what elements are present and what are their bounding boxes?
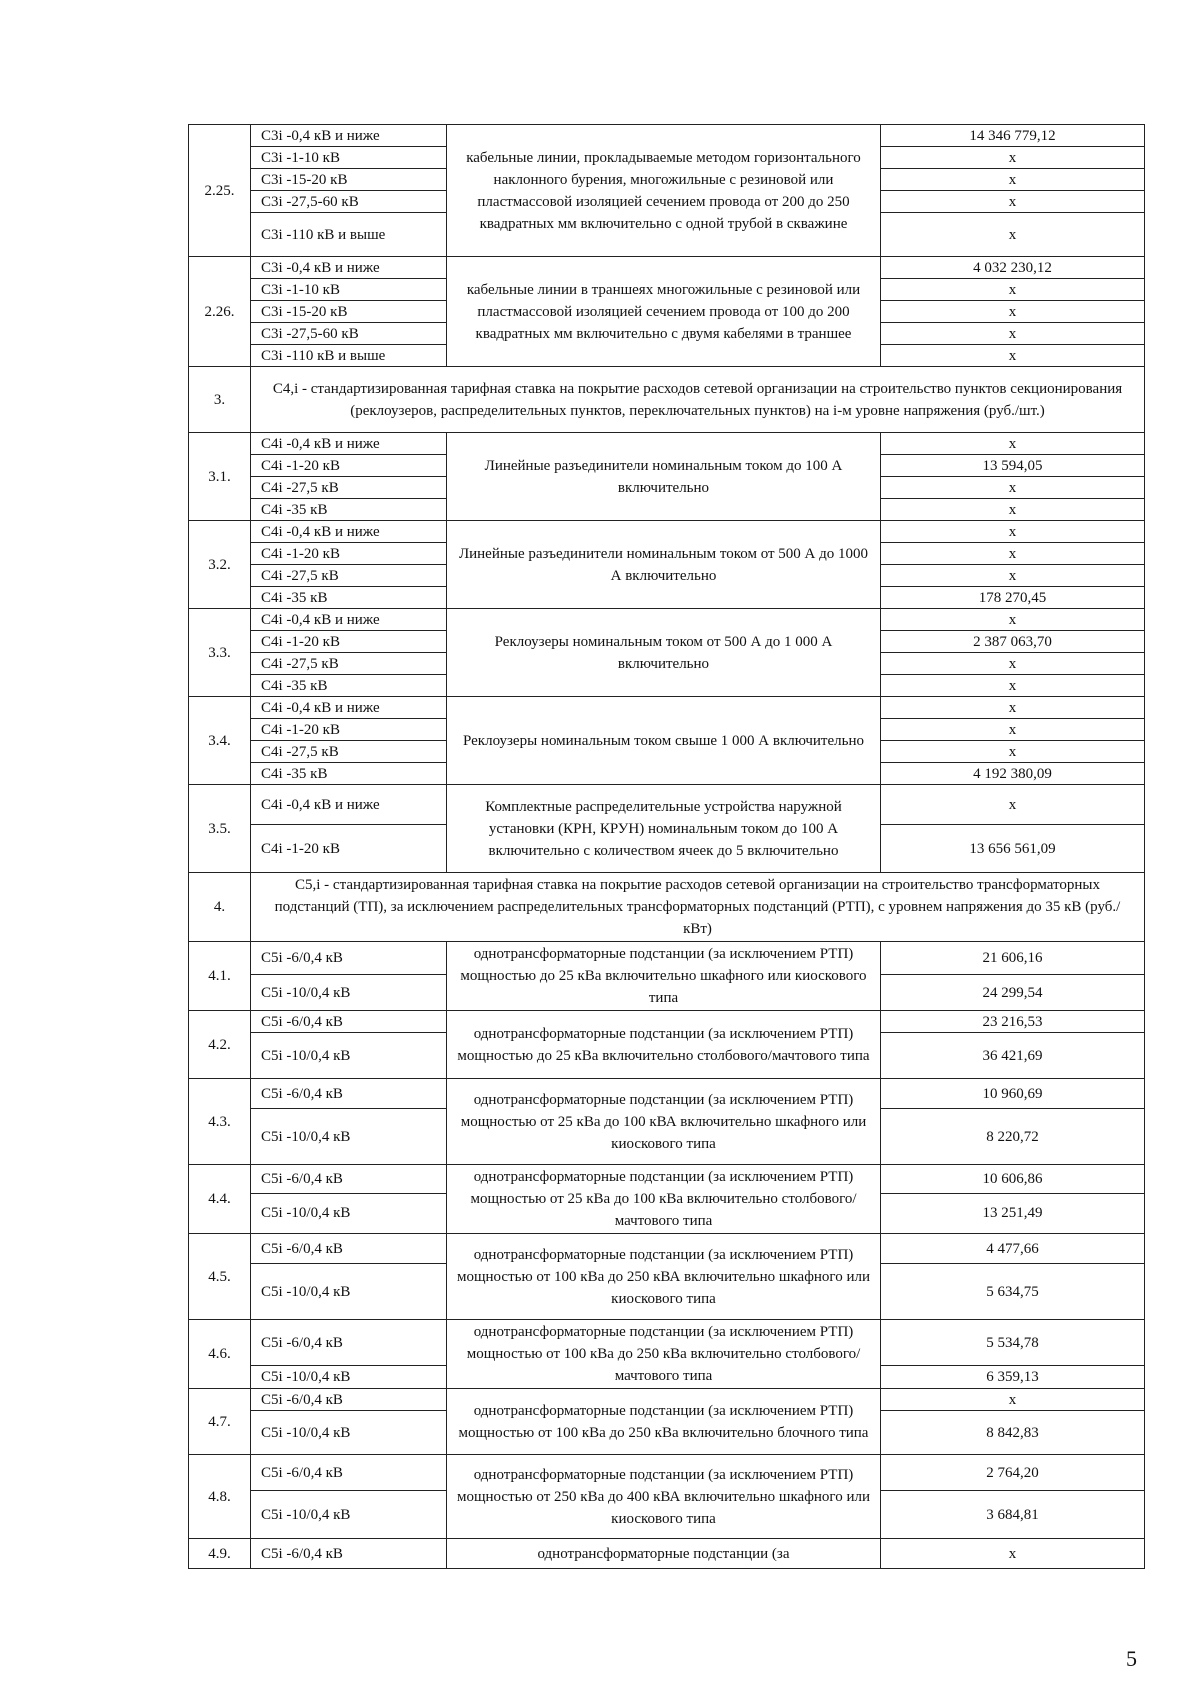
rate-code: C5i -6/0,4 кВ [251,1011,447,1033]
rate-value: x [881,323,1145,345]
rate-value: x [881,543,1145,565]
rate-code: C3i -1-10 кВ [251,279,447,301]
rate-value: 2 387 063,70 [881,631,1145,653]
rate-value: x [881,301,1145,323]
rate-value: x [881,477,1145,499]
row-description: однотрансформаторные подстанции (за исключением РТП) мощностью от 25 кВа до 100 кВА включительно шкафного или киоскового типа [447,1079,881,1165]
row-description: Линейные разъединители номинальным током от 500 А до 1000 А включительно [447,521,881,609]
rate-code: C4i -27,5 кВ [251,653,447,675]
rate-code: C3i -1-10 кВ [251,147,447,169]
rate-code: C4i -1-20 кВ [251,825,447,873]
rate-value: 23 216,53 [881,1011,1145,1033]
rate-value: 24 299,54 [881,975,1145,1011]
rate-code: C4i -0,4 кВ и ниже [251,785,447,825]
rate-value: x [881,609,1145,631]
table-row [189,1389,1145,1411]
row-number: 4.9. [189,1539,251,1569]
table-row [189,257,1145,279]
rate-code: C5i -10/0,4 кВ [251,1193,447,1233]
row-number: 3.4. [189,697,251,785]
rate-value: 6 359,13 [881,1366,1145,1389]
rate-value: x [881,675,1145,697]
row-description: однотрансформаторные подстанции (за исключением РТП) мощностью от 100 кВа до 250 кВА включительно шкафного или киоскового типа [447,1234,881,1320]
rate-value: 10 960,69 [881,1079,1145,1109]
section-header-text: C4,i - стандартизированная тарифная ставка на покрытие расходов сетевой организации на строительство пунктов секционирования (реклоузеров, распределительных пунктов, переключательных пунктов) на i-м уровне напряжения (руб./шт.) [251,367,1145,433]
rate-value: x [881,213,1145,257]
rate-code: C4i -27,5 кВ [251,477,447,499]
rate-value: x [881,1539,1145,1569]
row-description: кабельные линии в траншеях многожильные с резиновой или пластмассовой изоляцией сечением провода от 100 до 200 квадратных мм включительно с двумя кабелями в траншее [447,257,881,367]
row-number: 4.6. [189,1320,251,1389]
rate-value: 21 606,16 [881,942,1145,975]
rate-value: 178 270,45 [881,587,1145,609]
rate-code: C4i -1-20 кВ [251,719,447,741]
table-row [189,521,1145,543]
rate-code: C3i -0,4 кВ и ниже [251,257,447,279]
table-row [189,697,1145,719]
row-description: однотрансформаторные подстанции (за исключением РТП) мощностью от 100 кВа до 250 кВа включительно столбового/мачтового типа [447,1320,881,1389]
row-description: однотрансформаторные подстанции (за исключением РТП) мощностью до 25 кВа включительно столбового/мачтового типа [447,1011,881,1079]
rate-code: C4i -1-20 кВ [251,543,447,565]
tariff-table-body [189,125,1145,1569]
row-number: 4.7. [189,1389,251,1455]
rate-code: C5i -10/0,4 кВ [251,1109,447,1165]
rate-code: C5i -10/0,4 кВ [251,1264,447,1320]
rate-code: C4i -27,5 кВ [251,741,447,763]
rate-value: 14 346 779,12 [881,125,1145,147]
rate-code: C5i -10/0,4 кВ [251,975,447,1011]
rate-code: C4i -0,4 кВ и ниже [251,609,447,631]
rate-value: x [881,697,1145,719]
rate-value: x [881,345,1145,367]
rate-value: x [881,741,1145,763]
row-description: Комплектные распределительные устройства наружной установки (КРН, КРУН) номинальным током до 100 А включительно с количеством ячеек до 5 включительно [447,785,881,873]
row-description: однотрансформаторные подстанции (за исключением РТП) мощностью от 25 кВа до 100 кВа включительно столбового/мачтового типа [447,1165,881,1234]
table-row [189,1539,1145,1569]
rate-value: 4 477,66 [881,1234,1145,1264]
tariff-table [188,124,1145,1569]
rate-code: C4i -35 кВ [251,499,447,521]
rate-value: 13 656 561,09 [881,825,1145,873]
rate-code: C4i -0,4 кВ и ниже [251,697,447,719]
row-number: 4.8. [189,1455,251,1539]
rate-value: 13 251,49 [881,1193,1145,1233]
row-description: однотрансформаторные подстанции (за исключением РТП) мощностью от 100 кВа до 250 кВа включительно блочного типа [447,1389,881,1455]
rate-value: x [881,653,1145,675]
rate-code: C4i -35 кВ [251,587,447,609]
rate-code: C5i -10/0,4 кВ [251,1411,447,1455]
table-row [189,1234,1145,1264]
table-row [189,1011,1145,1033]
row-number: 4.1. [189,942,251,1011]
rate-value: x [881,147,1145,169]
rate-code: C5i -6/0,4 кВ [251,1320,447,1366]
rate-value: 2 764,20 [881,1455,1145,1491]
rate-value: 5 634,75 [881,1264,1145,1320]
rate-code: C5i -6/0,4 кВ [251,942,447,975]
rate-code: C3i -27,5-60 кВ [251,323,447,345]
rate-value: x [881,433,1145,455]
rate-code: C5i -10/0,4 кВ [251,1491,447,1539]
rate-value: x [881,521,1145,543]
rate-code: C4i -1-20 кВ [251,631,447,653]
section-number: 3. [189,367,251,433]
row-number: 4.3. [189,1079,251,1165]
table-row [189,785,1145,825]
row-description: Реклоузеры номинальным током свыше 1 000 А включительно [447,697,881,785]
rate-value: x [881,785,1145,825]
rate-code: C4i -35 кВ [251,675,447,697]
rate-code: C5i -6/0,4 кВ [251,1455,447,1491]
rate-code: C3i -110 кВ и выше [251,213,447,257]
rate-value: 10 606,86 [881,1165,1145,1194]
rate-value: x [881,565,1145,587]
rate-value: 5 534,78 [881,1320,1145,1366]
rate-value: 4 192 380,09 [881,763,1145,785]
section-number: 4. [189,873,251,942]
row-number: 2.26. [189,257,251,367]
row-number: 3.1. [189,433,251,521]
page-number: 5 [1126,1646,1137,1671]
rate-code: C5i -6/0,4 кВ [251,1389,447,1411]
table-row [189,1455,1145,1491]
row-number: 4.5. [189,1234,251,1320]
rate-code: C3i -15-20 кВ [251,301,447,323]
section-header-text: C5,i - стандартизированная тарифная ставка на покрытие расходов сетевой организации на строительство трансформаторных подстанций (ТП), за исключением распределительных трансформаторных подстанций (РТП), с уровнем напряжения до 35 кВ (руб./кВт) [251,873,1145,942]
rate-code: C5i -10/0,4 кВ [251,1033,447,1079]
rate-code: C4i -1-20 кВ [251,455,447,477]
row-description: однотрансформаторные подстанции (за [447,1539,881,1569]
rate-code: C5i -6/0,4 кВ [251,1079,447,1109]
row-number: 4.2. [189,1011,251,1079]
rate-code: C3i -15-20 кВ [251,169,447,191]
section-header-row [189,873,1145,942]
rate-value: x [881,191,1145,213]
row-description: однотрансформаторные подстанции (за исключением РТП) мощностью от 250 кВа до 400 кВА включительно шкафного или киоскового типа [447,1455,881,1539]
rate-value: x [881,719,1145,741]
rate-code: C3i -27,5-60 кВ [251,191,447,213]
rate-code: C5i -6/0,4 кВ [251,1539,447,1569]
row-number: 4.4. [189,1165,251,1234]
rate-value: x [881,1389,1145,1411]
table-row [189,609,1145,631]
table-row [189,1320,1145,1366]
table-row [189,125,1145,147]
rate-value: 36 421,69 [881,1033,1145,1079]
table-row [189,942,1145,975]
row-number: 3.3. [189,609,251,697]
table-row [189,1079,1145,1109]
table-row [189,433,1145,455]
row-number: 3.5. [189,785,251,873]
row-description: Линейные разъединители номинальным током до 100 А включительно [447,433,881,521]
row-description: однотрансформаторные подстанции (за исключением РТП) мощностью до 25 кВа включительно шкафного или киоскового типа [447,942,881,1011]
row-number: 2.25. [189,125,251,257]
rate-value: x [881,499,1145,521]
rate-code: C5i -6/0,4 кВ [251,1234,447,1264]
rate-code: C3i -0,4 кВ и ниже [251,125,447,147]
rate-value: x [881,279,1145,301]
rate-value: x [881,169,1145,191]
rate-value: 3 684,81 [881,1491,1145,1539]
rate-value: 8 220,72 [881,1109,1145,1165]
row-description: Реклоузеры номинальным током от 500 А до 1 000 А включительно [447,609,881,697]
table-row [189,1165,1145,1194]
rate-value: 4 032 230,12 [881,257,1145,279]
rate-code: C4i -35 кВ [251,763,447,785]
rate-code: C4i -0,4 кВ и ниже [251,433,447,455]
rate-code: C4i -0,4 кВ и ниже [251,521,447,543]
rate-code: C5i -6/0,4 кВ [251,1165,447,1194]
section-header-row [189,367,1145,433]
rate-code: C5i -10/0,4 кВ [251,1366,447,1389]
row-description: кабельные линии, прокладываемые методом горизонтального наклонного бурения, многожильные с резиновой или пластмассовой изоляцией сечением провода от 200 до 250 квадратных мм включительно с одной трубой в скважине [447,125,881,257]
rate-value: 13 594,05 [881,455,1145,477]
row-number: 3.2. [189,521,251,609]
rate-code: C3i -110 кВ и выше [251,345,447,367]
rate-code: C4i -27,5 кВ [251,565,447,587]
rate-value: 8 842,83 [881,1411,1145,1455]
